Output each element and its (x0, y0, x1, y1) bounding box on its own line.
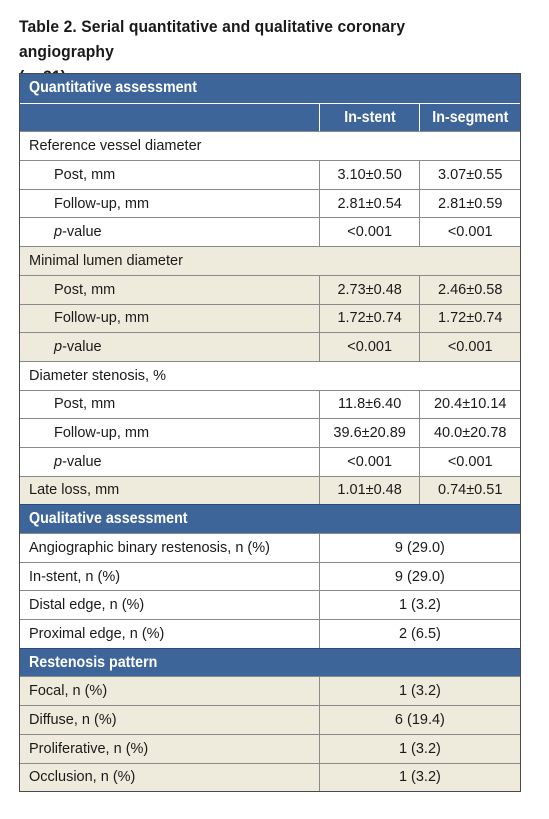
angiography-table (19, 73, 521, 792)
row-label: Follow-up, mm (54, 195, 150, 212)
in-segment-value: 1.72±0.74 (419, 305, 520, 333)
row-label: Angiographic binary restenosis, n (%) (29, 539, 270, 556)
in-stent-value: 1.72±0.74 (319, 305, 420, 333)
table-row (20, 562, 520, 591)
in-segment-value: 40.0±20.78 (419, 419, 520, 447)
row-label: Proximal edge, n (%) (29, 625, 165, 642)
table-row (20, 217, 520, 246)
table-row (20, 763, 520, 792)
value-cell: 1 (3.2) (319, 764, 520, 792)
row-label: Diffuse, n (%) (29, 711, 117, 728)
table-row (20, 418, 520, 447)
in-stent-value: <0.001 (319, 218, 420, 246)
row-label: Proliferative, n (%) (29, 740, 149, 757)
in-stent-value: <0.001 (319, 333, 420, 361)
section-title: Quantitative assessment (29, 79, 198, 97)
in-segment-value: <0.001 (419, 448, 520, 476)
caption-line-1: Table 2. Serial quantitative and qualitative coronary angiography (19, 17, 406, 61)
table-row (20, 160, 520, 189)
in-stent-value: 1.01±0.48 (319, 477, 420, 505)
value-cell: 6 (19.4) (319, 706, 520, 734)
row-label: Minimal lumen diameter (29, 252, 183, 269)
table-row (20, 619, 520, 648)
value-cell: 1 (3.2) (319, 591, 520, 619)
value-cell: 9 (29.0) (319, 534, 520, 562)
row-label: In-stent, n (%) (29, 568, 121, 585)
row-label: p -value (54, 224, 102, 241)
in-segment-value: <0.001 (419, 333, 520, 361)
in-segment-value: <0.001 (419, 218, 520, 246)
value-cell: 9 (29.0) (319, 563, 520, 591)
in-segment-value: 20.4±10.14 (419, 391, 520, 419)
table-row (20, 189, 520, 218)
section-title: Restenosis pattern (29, 653, 158, 671)
group-row (20, 131, 520, 160)
table-row (20, 533, 520, 562)
row-label: p -value (54, 453, 102, 470)
table-row (20, 476, 520, 505)
value-cell: 1 (3.2) (319, 677, 520, 705)
row-label: Focal, n (%) (29, 683, 108, 700)
in-segment-value: 0.74±0.51 (419, 477, 520, 505)
in-stent-value: 2.73±0.48 (319, 276, 420, 304)
in-segment-value: 2.81±0.59 (419, 190, 520, 218)
row-label: p -value (54, 339, 102, 356)
row-label: Post, mm (54, 396, 116, 413)
table-row (20, 734, 520, 763)
in-segment-value: 3.07±0.55 (419, 161, 520, 189)
in-stent-value: 2.81±0.54 (319, 190, 420, 218)
table-row (20, 590, 520, 619)
column-header-row (20, 103, 520, 132)
table-row (20, 304, 520, 333)
row-label: Late loss, mm (29, 482, 120, 499)
row-label: Post, mm (54, 281, 116, 298)
table-row (20, 275, 520, 304)
group-row (20, 246, 520, 275)
row-label: Reference vessel diameter (29, 138, 202, 155)
table-row (20, 705, 520, 734)
row-label: Follow-up, mm (54, 425, 150, 442)
section-title: Qualitative assessment (29, 510, 188, 528)
row-label: Follow-up, mm (54, 310, 150, 327)
section-header-pattern (20, 648, 520, 677)
table-row (20, 390, 520, 419)
group-row (20, 361, 520, 390)
row-label: Diameter stenosis, % (29, 367, 166, 384)
table-row (20, 676, 520, 705)
table-row (20, 332, 520, 361)
section-header-quantitative (20, 74, 520, 103)
in-stent-value: 11.8±6.40 (319, 391, 420, 419)
in-stent-value: <0.001 (319, 448, 420, 476)
row-label: Occlusion, n (%) (29, 769, 136, 786)
in-segment-value: 2.46±0.58 (419, 276, 520, 304)
table-row (20, 447, 520, 476)
value-cell: 2 (6.5) (319, 620, 520, 648)
column-header-in-stent: In-stent (319, 104, 420, 132)
value-cell: 1 (3.2) (319, 735, 520, 763)
row-label: Distal edge, n (%) (29, 597, 145, 614)
column-header-in-segment: In-segment (419, 104, 520, 132)
in-stent-value: 39.6±20.89 (319, 419, 420, 447)
column-header-blank (20, 104, 319, 132)
row-label: Post, mm (54, 166, 116, 183)
in-stent-value: 3.10±0.50 (319, 161, 420, 189)
section-header-qualitative (20, 504, 520, 533)
